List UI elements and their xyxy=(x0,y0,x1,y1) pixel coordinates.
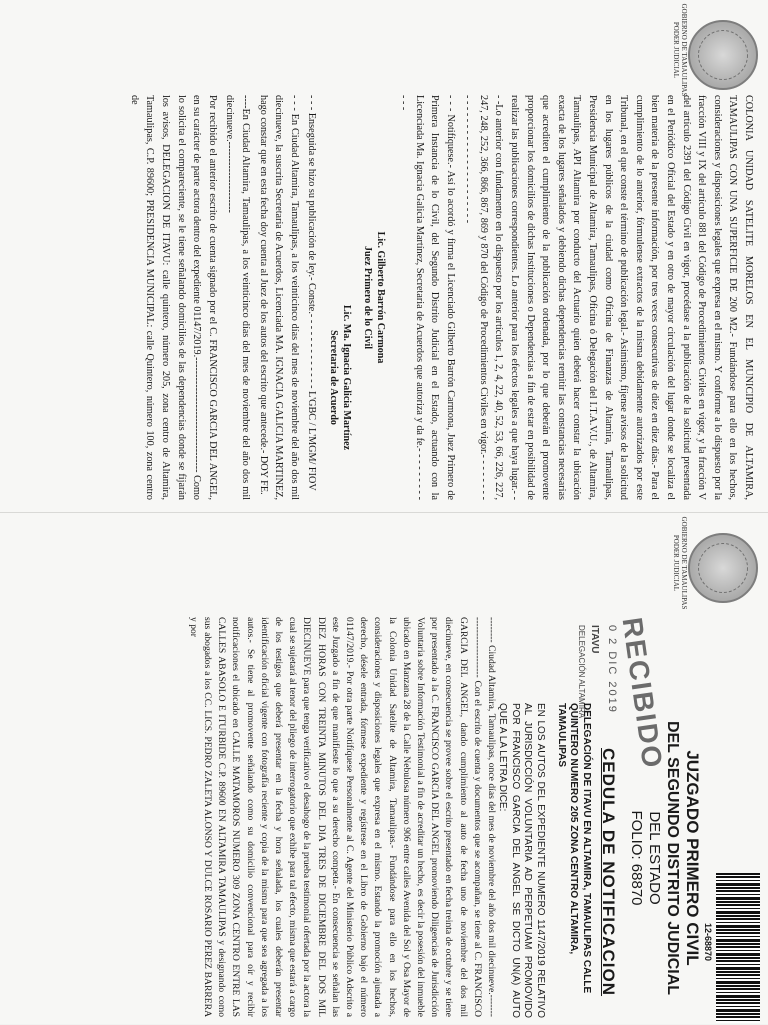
government-seal-icon xyxy=(688,533,758,603)
paragraph: - - - En Ciudad Altamira, Tamaulipas, a los veinticinco días del mes de noviembre del año dos mil diecinueve, la suscrita Secretaria de Acuerdos, Licenciada MA. IGNACIA GALICIA MARTINEZ, hago constar que en esta fecha doy cuenta al Juez de los autos del escrito que antecede.- DOY FE. xyxy=(257,95,300,500)
court-line-3: DEL ESTADO xyxy=(646,811,663,905)
gov-caption-line: GOBIERNO DE TAMAULIPAS xyxy=(680,3,688,97)
gov-caption-line: PODER JUDICIAL xyxy=(672,534,680,592)
signature-secretary xyxy=(327,255,353,500)
addressee: DELEGACIÓN DE ITAVU EN ALTAMIRA, TAMAULIPAS CALLE QUINTERO NUMERO 205 ZONA CENTRO ALTAMIRA, TAMAULIPAS xyxy=(556,703,592,994)
page-left xyxy=(0,0,768,512)
stamp-itavu: ITAVU xyxy=(589,625,600,654)
signature-title: Juez Primero de lo Civil xyxy=(362,245,374,350)
gov-caption xyxy=(672,503,688,623)
paragraph: - - - Notifíquese.- Así lo acordó y firma el Licenciado Gilberto Barrón Carmona, Juez Primero de Primera Instancia de lo Civil, del Segundo Distrito Judicial en el Estado, actuando con la Licenciada Ma. Ignacia Galicia Martínez, Secretaria de Acuerdos que autoriza y da fe.- - - - - - - - - - - - xyxy=(397,95,456,500)
gov-caption xyxy=(672,0,688,110)
cedula-title: CEDULA DE NOTIFICACION xyxy=(599,748,618,997)
signature-name: Lic. Gilberto Barrón Carmona xyxy=(375,231,387,364)
left-body xyxy=(124,95,756,500)
paragraph: COLONIA UNIDAD SATELITE MORELOS EN EL MUNICIPIO DE ALTAMIRA, TAMAULIPAS CON UNA SUPERFICIE DE 200 M2.- Fundándose para ello en los hechos, consideraciones y disposiciones legales que expresa en el mismo. Y conforme a lo dispuesto por la fracción VIII y IX del artículo 881 del Código de Procedimientos Civiles en vigor, y la fracción V del artículo 2391 del Código Civil en vigor, procédase a la publicación de la solicitud presentada en el Periódico Oficial del Estado y en otro de mayor circulación del lugar donde se localiza el bien materia de la presente información, por tres veces consecutivas de diez en diez días.- Para el cumplimiento de lo anterior, fórmulense extractos de la misma debidamente autorizados por este Tribunal, en el que conste el término de publicación legal.- Asimismo, fíjense avisos de la solicitud en los lugares públicos de la ciudad como Oficina de Finanzas de Altamira, Tamaulipas, Presidencia Municipal de Altamira, Tamaulipas, Oficina ó Delegación del I.T.A.V.U., de Altamira, Tamaulipas, API Altamira por conducto del Actuario quien deberá hacer constar la ubicación exacta de los lugares señalados y debiendo dichas dependencias remitir las constancias necesarias que acrediten el cumplimiento de la publicación ordenada, por lo que deberán el promovente proporcionar los domicilios de dichas Instituciones o Dependencias a fin de estar en posibilidad de realizar las publicaciones correspondientes. Lo anterior para los efectos legales a que haya lugar.- - - -Lo anterior con fundamento en lo dispuesto por los artículos 1, 2, 4, 22, 40, 52, 53, 66, 226, 227, 247, 248, 252, 366, 866, 867, 869 y 870 del Código de Procedimientos Civiles en vigor.- - - - - - - - - - - - - - - - - - - - - - - - - - - - - - xyxy=(462,95,754,500)
paragraph: -------- Ciudad Altamira, Tamaulipas, once días del mes de noviembre del año dos mil diecinueve.-------------------------- Con el escrito de cuenta y documentos que se acompañan, se tiene al C. FRANCISCO GARCIA DEL ANGEL, dando cumplimiento al auto de fecha uno de noviembre del dos mil diecinueve, en consecuencia se provee sobre el escrito presentado en fecha treinta de octubre y se tiene por presentado a la C. FRANCISCO GARCIA DEL ANGEL promoviendo Diligencias de Jurisdicción Voluntaria sobre Información Testimonial a fin de acreditar un hecho, es decir la posesión del inmueble ubicado en Manzana 28 de la Calle Nebulosa número 906 entre calles Avenida del Sol y Osa Mayor de la Colonia Unidad Satelite de Altamira, Tamaulipas.- Fundándose para ello en los hechos, consideraciones y disposiciones legales que expresa en el mismo. Estando la promoción ajustada a derecho, désele entrada, fórmese expediente y regístrese en el Libro de Gobierno bajo el número 01147/2019.- Por otra parte Notifíquese Personalmente al C. Agente del Ministerio Público Adscrito a este Juzgado a fin de que manifieste lo que a su derecho competa.- En consecuencia se señalan las DIEZ HORAS CON TREINTA MINUTOS DEL DIA TRES DE DICIEMBRE DEL DOS MIL DIECINUEVE para que tenga verificativo el desahogo de la prueba testimonial ofertada por la actora la cual se sujetará al tenor del pliego de interrogatorio que exhibe para tal efecto, misma que estará a cargo de los testigos que deberá presentar en la fecha y hora señalada, los cuales deberán presentar identificación oficial vigente con fotografía reciente y copia de la misma para que sea agregada a los autos.- Se tiene al promovente señalando como su domicilio convencional para oír y recibir notificaciones el ubicado en CALLE MATAMOROS NUMERO 309 ZONA CENTRO ENTRE LAS CALLES ABASOLO E ITURBIDE C.P. 89600 EN ALTAMIRA TAMAULIPAS y designando como sus abogados a los CC. LICS. PEDRO ZALETA ALONSO Y DULCE ROSARIO PEREZ BARRERA y por xyxy=(187,617,497,1017)
paragraph: - - - Enseguida se hizo su publicación de ley.- Conste.- - - - - - - - - - - - - L'GBC / L'MGM/ FIOV xyxy=(306,95,318,491)
stamp-date: 0 2 DIC 2019 xyxy=(606,625,618,714)
gov-caption-line: GOBIERNO DE TAMAULIPAS xyxy=(680,516,688,610)
barcode-number: 12-68870 xyxy=(703,923,713,962)
page-right xyxy=(0,512,768,1025)
stamp-recibido: RECIBIDO xyxy=(616,615,669,772)
signature-judge xyxy=(361,95,387,500)
stamp-office: DELEGACIÓN ALTAMIRA xyxy=(577,625,586,719)
right-body xyxy=(186,617,498,1017)
government-seal-icon xyxy=(688,20,758,90)
court-line-1: JUZGADO PRIMERO CIVIL xyxy=(683,750,702,966)
folio: FOLIO: 68870 xyxy=(628,810,645,906)
signature-name: Lic. Ma. Ignacia Galicia Martínez xyxy=(341,305,353,450)
paragraph: ----En Ciudad Altamira, Tamaulipas, a los veinticinco días del mes de noviembre del año dos mil diecinueve.--------------------- xyxy=(224,95,251,500)
court-line-2: DEL SEGUNDO DISTRITO JUDICIAL xyxy=(664,720,681,996)
barcode xyxy=(716,873,760,1023)
signature-title: Secretaria de Acuerdo xyxy=(328,330,340,425)
intro-text: EN LOS AUTOS DEL EXPEDIENTE NUMERO 1147/2019 RELATIVO AL JURISDICCIÓN VOLUNTARIA AD PERPETUAM PROMOVIDO POR FRANCISCO GARCIA DEL ANGEL SE DICTO UN(A) AUTO QUE A LA LETRA DICE: xyxy=(497,703,546,1018)
gov-caption-line: PODER JUDICIAL xyxy=(672,21,680,79)
paragraph: Por recibido el anterior escrito de cuenta signado por el C. FRANCISCO GARCIA DEL ANGEL, en su carácter de parte actora dentro del expediente 01147/2019.---------------------------------- Como lo solicita el compareciente, se le tiene señalando domicilios de las dependencias donde se fijarán los avisos, DELEGACION DE ITAVU: calle quintero, número 205, zona centro de Altamira, Tamaulipas, C.P. 89600; PRESIDENCIA MUNICIPAL: calle Quintero, número 100, zona centro de xyxy=(128,95,218,500)
